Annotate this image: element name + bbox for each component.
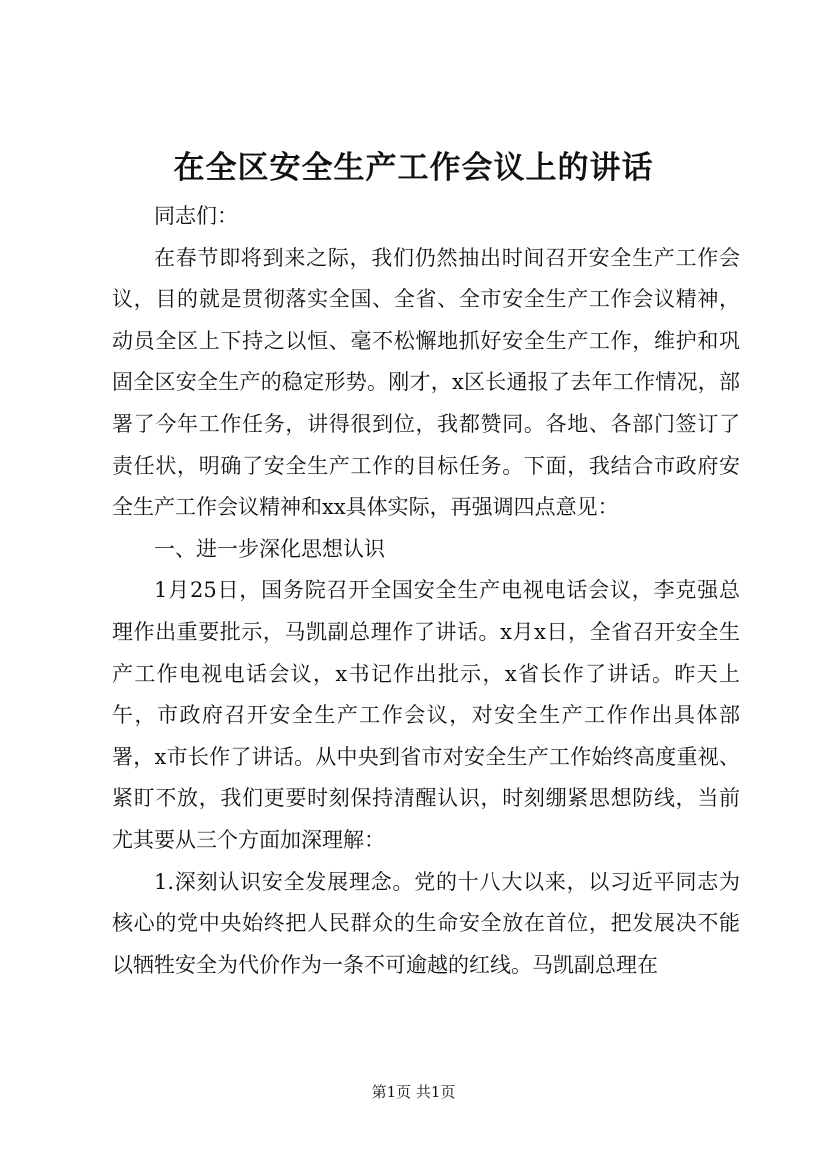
document-title: 在全区安全生产工作会议上的讲话 [173,150,654,186]
page-footer: 第1页 共1页 [371,1083,456,1101]
body-paragraph: 1.深刻认识安全发展理念。党的十八大以来，以习近平同志为核心的党中央始终把人民群众的生命安全放在首位，把发展决不能以牺牲安全为代价作为一条不可逾越的红线。马凯副总理在 [112,869,740,977]
section-heading: 一、进一步深化思想认识 [154,536,385,561]
document-body [112,196,740,986]
body-paragraph: 1月25日，国务院召开全国安全生产电视电话会议，李克强总理作出重要批示，马凯副总理作了讲话。x月x日，全省召开安全生产工作电视电话会议，x书记作出批示，x省长作了讲话。昨天上午，市政府召开安全生产工作会议，对安全生产工作作出具体部署，x市长作了讲话。从中央到省市对安全生产工作始终高度重视、紧盯不放，我们更要时刻保持清醒认识，时刻绷紧思想防线，当前尤其要从三个方面加深理解： [112,578,740,852]
body-paragraph: 在春节即将到来之际，我们仍然抽出时间召开安全生产工作会议，目的就是贯彻落实全国、全省、全市安全生产工作会议精神，动员全区上下持之以恒、毫不松懈地抓好安全生产工作，维护和巩固全区安全生产的稳定形势。刚才，x区长通报了去年工作情况，部署了今年工作任务，讲得很到位，我都赞同。各地、各部门签订了责任状，明确了安全生产工作的目标任务。下面，我结合市政府安全生产工作会议精神和xx具体实际，再强调四点意见： [112,245,740,520]
salutation-paragraph: 同志们： [154,204,238,228]
